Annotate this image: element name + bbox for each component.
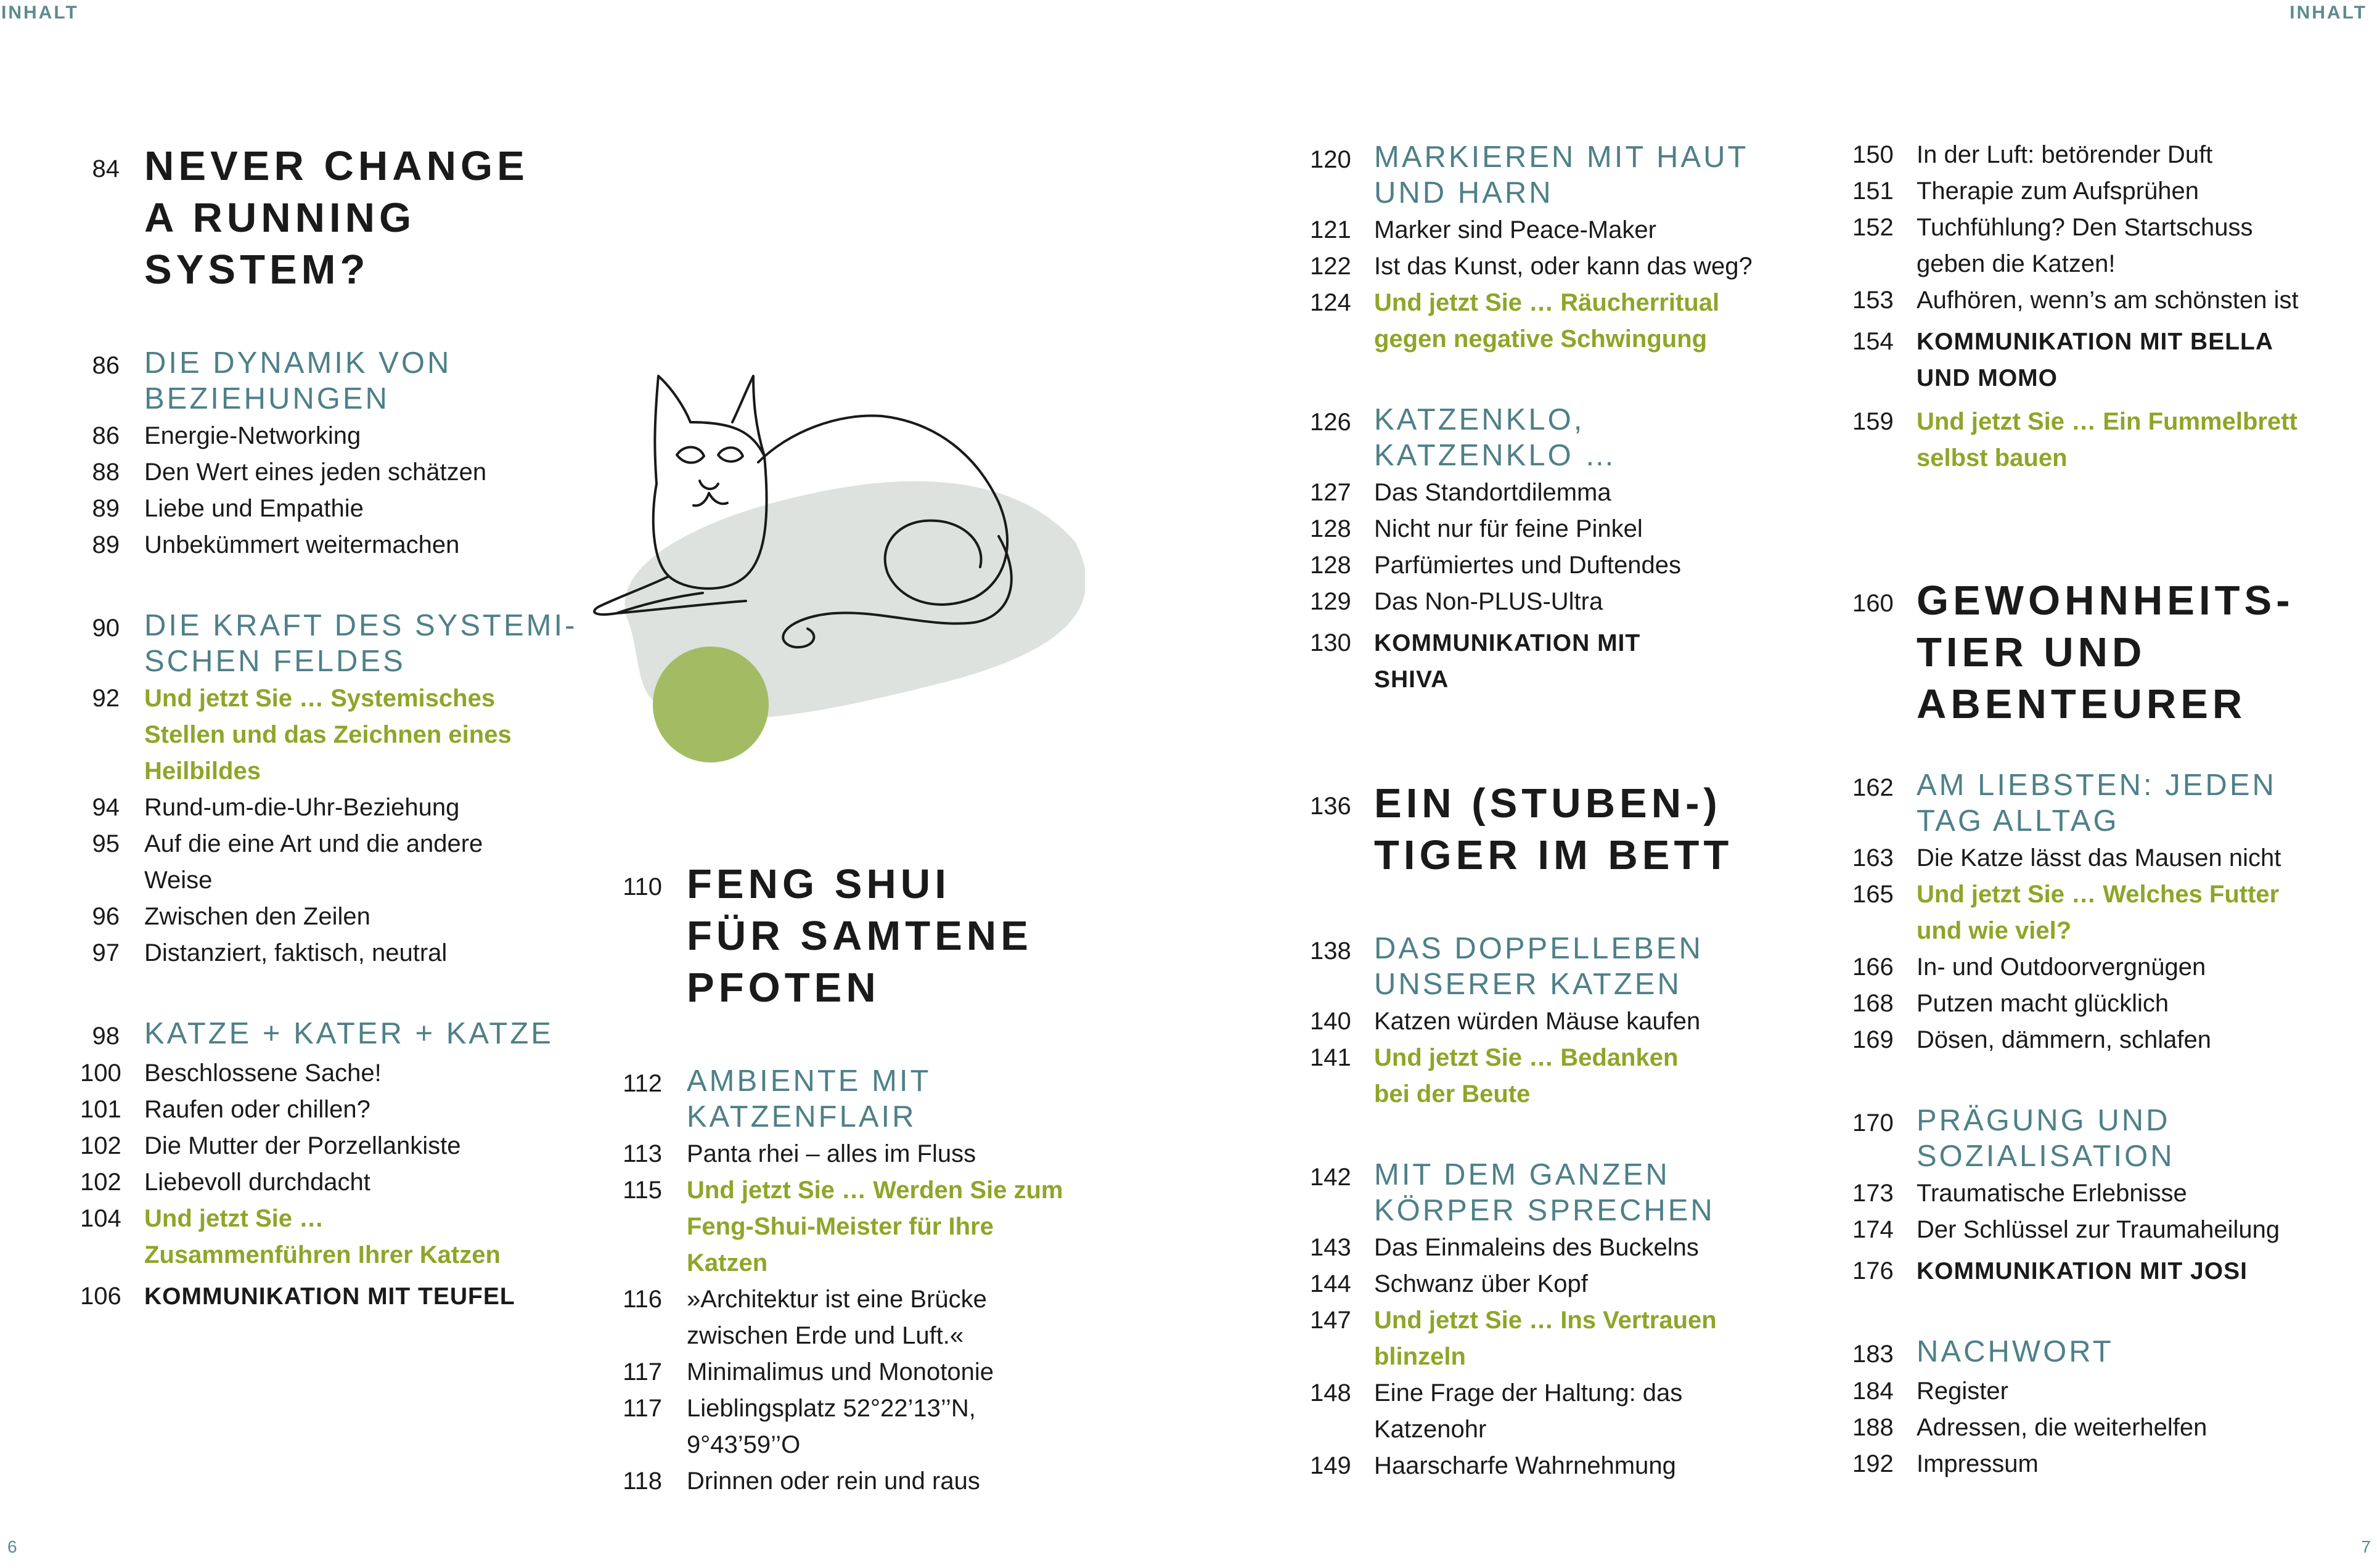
entry-title: Panta rhei – alles im Fluss <box>687 1140 976 1167</box>
page-number: 183 <box>1852 1341 1894 1368</box>
toc-chapter[interactable] <box>1852 575 2358 730</box>
toc-section[interactable] <box>1310 931 1815 1002</box>
page-number: 162 <box>1852 774 1894 801</box>
cat-eye-right <box>718 447 743 462</box>
page-number: 192 <box>1852 1450 1894 1477</box>
page-number: 143 <box>1310 1234 1351 1261</box>
page-number: 148 <box>1310 1379 1351 1407</box>
page-number: 136 <box>1310 793 1351 820</box>
entry-title: Und jetzt Sie … Räucherritual gegen negative Schwingung <box>1374 289 1720 353</box>
toc-entry[interactable] <box>1852 137 2358 173</box>
entry-title: Die Mutter der Porzellankiste <box>144 1132 461 1159</box>
entry-title: Eine Frage der Haltung: das Katzenohr <box>1374 1379 1683 1443</box>
cat-eye-left <box>677 447 704 462</box>
page-number: 160 <box>1852 590 1894 617</box>
page-number: 88 <box>92 459 120 486</box>
toc-column-1 <box>80 141 586 1315</box>
toc-entry[interactable] <box>1852 210 2358 282</box>
toc-entry[interactable] <box>80 790 586 826</box>
toc-section[interactable] <box>623 1063 1128 1135</box>
entry-title: Parfümiertes und Duftendes <box>1374 552 1682 579</box>
entry-title: Den Wert eines jeden schätzen <box>144 459 487 486</box>
toc-entry[interactable] <box>1852 986 2358 1022</box>
page-number: 121 <box>1310 216 1351 243</box>
entry-title: Nicht nur für feine Pinkel <box>1374 515 1643 542</box>
page-number: 112 <box>623 1070 662 1097</box>
entry-title: Und jetzt Sie … Ein Fummelbrett selbst bauen <box>1917 408 2297 472</box>
entry-title: Dösen, dämmern, schlafen <box>1917 1026 2212 1053</box>
toc-entry[interactable] <box>1310 1375 1815 1448</box>
page-number: 94 <box>92 794 120 821</box>
page-number: 117 <box>623 1358 662 1386</box>
entry-title: Raufen oder chillen? <box>144 1096 370 1123</box>
toc-entry-exercise[interactable] <box>80 680 586 790</box>
toc-entry-exercise[interactable] <box>1310 1302 1815 1375</box>
toc-entry[interactable] <box>1310 212 1815 248</box>
page-number: 95 <box>92 830 120 857</box>
entry-title: Distanziert, faktisch, neutral <box>144 939 448 966</box>
entry-title: Die Katze lässt das Mausen nicht <box>1917 844 2281 872</box>
section-title: KATZENKLO, KATZENKLO … <box>1374 403 1618 472</box>
cat-nose <box>700 481 718 489</box>
page-number: 163 <box>1852 844 1894 872</box>
page-number: 168 <box>1852 990 1894 1017</box>
toc-entry[interactable] <box>80 935 586 971</box>
toc-entry[interactable] <box>80 1128 586 1164</box>
entry-title: Und jetzt Sie … Ins Vertrauen blinzeln <box>1374 1307 1717 1370</box>
chapter-title: NEVER CHANGE A RUNNING SYSTEM? <box>144 143 529 293</box>
page-number: 115 <box>623 1177 662 1204</box>
green-ball <box>653 647 769 762</box>
page-number: 173 <box>1852 1180 1894 1207</box>
toc-entry[interactable] <box>80 454 586 491</box>
page-number: 128 <box>1310 552 1351 579</box>
section-title: NACHWORT <box>1917 1335 2114 1368</box>
toc-entry[interactable] <box>1310 248 1815 285</box>
chapter-title: FENG SHUI FÜR SAMTENE PFOTEN <box>687 861 1033 1011</box>
page-number: 142 <box>1310 1164 1351 1191</box>
entry-title: Adressen, die weiterhelfen <box>1917 1414 2207 1441</box>
entry-title: KOMMUNIKATION MIT TEUFEL <box>144 1283 515 1310</box>
toc-chapter[interactable] <box>1310 778 1815 881</box>
toc-entry[interactable] <box>1310 1266 1815 1302</box>
page-number: 86 <box>92 422 120 449</box>
entry-title: Das Non-PLUS-Ultra <box>1374 588 1603 615</box>
toc-section[interactable] <box>1310 1157 1815 1228</box>
toc-section[interactable] <box>80 1016 586 1054</box>
entry-title: Auf die eine Art und die andere Weise <box>144 830 483 894</box>
page-number: 151 <box>1852 178 1894 205</box>
page-number: 188 <box>1852 1414 1894 1441</box>
entry-title: Ist das Kunst, oder kann das weg? <box>1374 253 1753 280</box>
toc-entry[interactable] <box>1310 584 1815 620</box>
toc-entry[interactable] <box>623 1463 1128 1500</box>
section-title: DIE DYNAMIK VON BEZIEHUNGEN <box>144 346 452 415</box>
toc-entry-exercise[interactable] <box>1310 285 1815 357</box>
entry-title: Unbekümmert weitermachen <box>144 531 460 558</box>
toc-entry-communication[interactable] <box>1852 1253 2358 1289</box>
toc-chapter[interactable] <box>623 859 1128 1014</box>
running-head-left: INHALT <box>1 2 79 23</box>
section-title: DIE KRAFT DES SYSTEMI- SCHEN FELDES <box>144 609 578 678</box>
running-head-right: INHALT <box>2289 2 2367 23</box>
toc-section[interactable] <box>1310 402 1815 473</box>
toc-column-3 <box>1310 139 1815 1484</box>
page-number: 98 <box>92 1023 120 1050</box>
toc-entry[interactable] <box>623 1390 1128 1463</box>
page-number: 104 <box>80 1205 121 1232</box>
toc-entry[interactable] <box>1310 1003 1815 1040</box>
toc-entry-exercise[interactable] <box>1310 1040 1815 1113</box>
toc-column-4 <box>1852 137 2358 1482</box>
page-number: 154 <box>1852 328 1894 355</box>
toc-entry[interactable] <box>1310 547 1815 584</box>
section-title: PRÄGUNG UND SOZIALISATION <box>1917 1104 2175 1173</box>
toc-entry[interactable] <box>1852 949 2358 986</box>
page-number: 159 <box>1852 408 1894 435</box>
page-number: 153 <box>1852 287 1894 314</box>
page-number: 174 <box>1852 1216 1894 1243</box>
toc-entry-exercise[interactable] <box>1852 404 2358 476</box>
page-number: 129 <box>1310 588 1351 615</box>
toc-entry[interactable] <box>80 527 586 563</box>
cat-line-illustration <box>592 364 1085 783</box>
toc-entry-exercise[interactable] <box>623 1172 1128 1281</box>
entry-title: Traumatische Erlebnisse <box>1917 1180 2187 1207</box>
page-number: 176 <box>1852 1257 1894 1284</box>
page-number: 184 <box>1852 1378 1894 1405</box>
page-number: 141 <box>1310 1044 1351 1071</box>
toc-section[interactable] <box>1852 1334 2358 1372</box>
chapter-title: EIN (STUBEN-) TIGER IM BETT <box>1374 780 1733 878</box>
entry-title: KOMMUNIKATION MIT BELLA UND MOMO <box>1917 329 2274 391</box>
toc-section[interactable] <box>1852 1103 2358 1174</box>
entry-title: Minimalimus und Monotonie <box>687 1358 994 1386</box>
section-title: AMBIENTE MIT KATZENFLAIR <box>687 1064 931 1133</box>
entry-title: KOMMUNIKATION MIT JOSI <box>1917 1258 2248 1284</box>
page-number: 170 <box>1852 1109 1894 1137</box>
cat-ear-right <box>732 376 764 456</box>
page-number: 110 <box>623 873 662 900</box>
entry-title: Drinnen oder rein und raus <box>687 1468 980 1495</box>
page-number: 84 <box>92 155 120 182</box>
page-number: 102 <box>80 1132 121 1159</box>
page-number: 165 <box>1852 881 1894 908</box>
toc-entry[interactable] <box>1852 282 2358 319</box>
entry-title: Putzen macht glücklich <box>1917 990 2169 1017</box>
entry-title: Zwischen den Zeilen <box>144 903 370 930</box>
toc-entry[interactable] <box>1852 1410 2358 1446</box>
page-number: 124 <box>1310 289 1351 316</box>
toc-chapter[interactable] <box>80 141 586 296</box>
section-title: MIT DEM GANZEN KÖRPER SPRECHEN <box>1374 1158 1715 1227</box>
entry-title: Beschlossene Sache! <box>144 1060 382 1087</box>
page-number: 117 <box>623 1395 662 1422</box>
page-number: 116 <box>623 1286 662 1313</box>
toc-entry[interactable] <box>1310 511 1815 547</box>
toc-entry-communication[interactable] <box>1310 625 1815 698</box>
page-number: 89 <box>92 495 120 522</box>
entry-title: In der Luft: betörender Duft <box>1917 141 2213 168</box>
toc-entry[interactable] <box>1852 1373 2358 1410</box>
page-number: 89 <box>92 531 120 558</box>
entry-title: Haarscharfe Wahrnehmung <box>1374 1452 1676 1479</box>
toc-section[interactable] <box>80 608 586 679</box>
section-title: MARKIEREN MIT HAUT UND HARN <box>1374 141 1749 210</box>
entry-title: Rund-um-die-Uhr-Beziehung <box>144 794 460 821</box>
page-number: 118 <box>623 1468 662 1495</box>
entry-title: Und jetzt Sie … Systemisches Stellen und das Zeichnen eines Heilbildes <box>144 685 512 785</box>
toc-section[interactable] <box>80 345 586 417</box>
page-number: 128 <box>1310 515 1351 542</box>
page-number: 101 <box>80 1096 121 1123</box>
toc-entry[interactable] <box>1310 475 1815 511</box>
entry-title: Liebe und Empathie <box>144 495 364 522</box>
section-title: DAS DOPPELLEBEN UNSERER KATZEN <box>1374 932 1703 1001</box>
entry-title: Aufhören, wenn’s am schönsten ist <box>1917 287 2299 314</box>
toc-entry[interactable] <box>80 1092 586 1128</box>
page-number: 102 <box>80 1169 121 1196</box>
page-number: 100 <box>80 1060 121 1087</box>
page-number: 127 <box>1310 479 1351 506</box>
page-number: 150 <box>1852 141 1894 168</box>
entry-title: KOMMUNIKATION MIT SHIVA <box>1374 630 1641 693</box>
toc-section[interactable] <box>1852 767 2358 839</box>
page-number: 122 <box>1310 253 1351 280</box>
toc-entry[interactable] <box>1310 1448 1815 1484</box>
entry-title: Liebevoll durchdacht <box>144 1169 370 1196</box>
toc-entry[interactable] <box>80 491 586 527</box>
page-number: 92 <box>92 685 120 712</box>
page-number: 126 <box>1310 409 1351 436</box>
toc-entry[interactable] <box>80 1164 586 1201</box>
toc-column-2 <box>623 859 1128 1500</box>
page-number: 113 <box>623 1140 662 1167</box>
page-number: 169 <box>1852 1026 1894 1053</box>
toc-entry[interactable] <box>1852 1022 2358 1058</box>
section-title: KATZE + KATER + KATZE <box>144 1017 554 1050</box>
toc-entry[interactable] <box>1852 173 2358 210</box>
section-title: AM LIEBSTEN: JEDEN TAG ALLTAG <box>1917 769 2277 838</box>
entry-title: Und jetzt Sie … Welches Futter und wie viel? <box>1917 881 2280 944</box>
entry-title: Das Einmaleins des Buckelns <box>1374 1234 1699 1261</box>
entry-title: Katzen würden Mäuse kaufen <box>1374 1008 1701 1035</box>
entry-title: In- und Outdoorvergnügen <box>1917 953 2206 981</box>
toc-entry[interactable] <box>80 418 586 454</box>
cat-ear-left <box>655 376 690 484</box>
entry-title: Therapie zum Aufsprühen <box>1917 178 2199 205</box>
page-number: 152 <box>1852 214 1894 241</box>
entry-title: Impressum <box>1917 1450 2039 1477</box>
page-number: 86 <box>92 352 120 379</box>
toc-entry[interactable] <box>1852 1175 2358 1212</box>
toc-entry-communication[interactable] <box>1852 324 2358 396</box>
toc-entry-exercise[interactable] <box>1852 876 2358 949</box>
toc-entry[interactable] <box>623 1136 1128 1172</box>
page-number: 149 <box>1310 1452 1351 1479</box>
entry-title: Marker sind Peace-Maker <box>1374 216 1656 243</box>
toc-entry-communication[interactable] <box>80 1278 586 1315</box>
toc-entry[interactable] <box>1310 1230 1815 1266</box>
toc-entry[interactable] <box>1852 840 2358 876</box>
page-number: 140 <box>1310 1008 1351 1035</box>
page-number: 130 <box>1310 629 1351 656</box>
entry-title: Energie-Networking <box>144 422 361 449</box>
page-number: 166 <box>1852 953 1894 981</box>
toc-entry[interactable] <box>80 826 586 899</box>
page-number: 90 <box>92 615 120 642</box>
entry-title: Schwanz über Kopf <box>1374 1270 1588 1297</box>
entry-title: Das Standortdilemma <box>1374 479 1611 506</box>
page-number: 144 <box>1310 1270 1351 1297</box>
entry-title: Und jetzt Sie … Zusammenführen Ihrer Katzen <box>144 1205 501 1268</box>
entry-title: Und jetzt Sie … Bedanken bei der Beute <box>1374 1044 1679 1108</box>
toc-entry[interactable] <box>1852 1446 2358 1482</box>
toc-entry[interactable] <box>623 1281 1128 1354</box>
entry-title: »Architektur ist eine Brücke zwischen Erde und Luft.« <box>687 1286 987 1349</box>
entry-title: Tuchfühlung? Den Startschuss geben die Katzen! <box>1917 214 2253 277</box>
toc-section[interactable] <box>1310 139 1815 211</box>
entry-title: Der Schlüssel zur Traumaheilung <box>1917 1216 2280 1243</box>
page-number: 96 <box>92 903 120 930</box>
entry-title: Lieblingsplatz 52°22’13’’N, 9°43’59’’O <box>687 1395 976 1458</box>
toc-entry[interactable] <box>623 1354 1128 1390</box>
page-folio-right: 7 <box>2361 1537 2371 1556</box>
toc-entry[interactable] <box>80 1055 586 1092</box>
page-number: 138 <box>1310 937 1351 965</box>
toc-entry[interactable] <box>1852 1212 2358 1248</box>
entry-title: Und jetzt Sie … Werden Sie zum Feng-Shui-Meister für Ihre Katzen <box>687 1177 1063 1276</box>
entry-title: Register <box>1917 1378 2008 1405</box>
page-number: 120 <box>1310 146 1351 173</box>
toc-entry-exercise[interactable] <box>80 1201 586 1273</box>
page-folio-left: 6 <box>7 1537 17 1556</box>
cat-mouth <box>693 493 727 505</box>
page-number: 147 <box>1310 1307 1351 1334</box>
chapter-title: GEWOHNHEITS- TIER UND ABENTEURER <box>1917 578 2294 727</box>
toc-entry[interactable] <box>80 899 586 935</box>
page-number: 97 <box>92 939 120 966</box>
page-number: 106 <box>80 1283 121 1310</box>
